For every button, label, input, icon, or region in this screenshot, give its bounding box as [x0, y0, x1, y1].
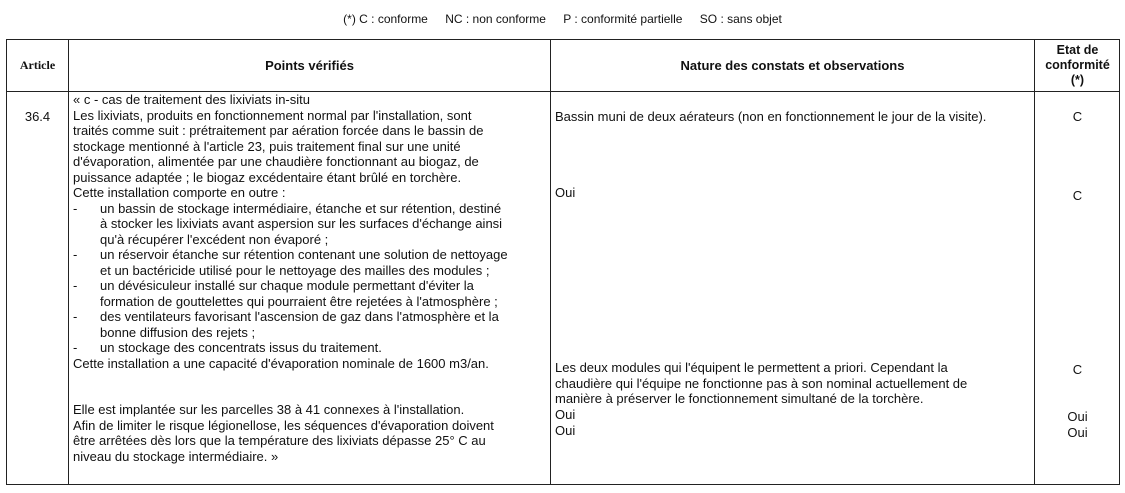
- points-verifies-cell: [73, 92, 508, 464]
- etat-value: Oui: [1067, 409, 1088, 424]
- column-divider: [550, 40, 551, 484]
- text-line: « c - cas de traitement des lixiviats in-situ: [73, 92, 310, 107]
- list-item: - un bassin de stockage intermédiaire, étanche et sur rétention, destiné à stocker les lixiviats avant aspersion sur les surfaces d'échange ainsi qu'à récupérer l'excédent non évaporé ;: [73, 200, 503, 247]
- observation-bassin: Bassin muni de deux aérateurs (non en fonctionnement le jour de la visite).: [555, 109, 987, 124]
- conformity-legend: [0, 12, 1125, 26]
- text-line: Elle est implantée sur les parcelles 38 à 41 connexes à l'installation.: [73, 402, 465, 417]
- legend-item: NC : non conforme: [445, 12, 546, 26]
- legend-item: SO : sans objet: [699, 12, 782, 26]
- column-divider: [68, 40, 69, 484]
- text-line: traités comme suit : prétraitement par aération forcée dans le bassin de: [73, 123, 484, 138]
- text-line: Cette installation comporte en outre :: [73, 185, 286, 200]
- list-item: - un réservoir étanche sur rétention contenant une solution de nettoyage et un bactéricide utilisé pour le nettoyage des mailles des modules ;: [73, 247, 508, 278]
- text-line: Les lixiviats, produits en fonctionnement normal par l'installation, sont: [73, 107, 472, 123]
- legend-item: (*) C : conforme: [343, 12, 428, 26]
- observation-oui: Oui: [555, 185, 576, 200]
- text-line: stockage mentionné à l'article 23, puis traitement final sur une unité: [73, 138, 461, 154]
- observation-modules: Les deux modules qui l'équipent le permettent a priori. Cependant la chaudière qui l'équipe ne fonctionne pas à son nominal actuellement de manière à préserver le fonctionnement simultané de la torchère.: [555, 360, 968, 406]
- legend-item: P : conformité partielle: [563, 12, 683, 26]
- text-line: niveau du stockage intermédiaire. »: [73, 448, 279, 464]
- list-item: - un stockage des concentrats issus du traitement.: [73, 340, 382, 355]
- etat-value: C: [1072, 109, 1083, 124]
- text-line: Cette installation a une capacité d'évaporation nominale de 1600 m3/an.: [73, 355, 489, 371]
- text-line: Afin de limiter le risque légionellose, les séquences d'évaporation doivent: [73, 417, 494, 433]
- inspection-table: [6, 39, 1120, 485]
- text-line: être arrêtées dès lors que la température des lixiviats dépasse 25° C au: [73, 433, 486, 448]
- list-item: - des ventilateurs favorisant l'ascension de gaz dans l'atmosphère et la bonne diffusion des rejets ;: [73, 309, 499, 340]
- etat-value: C: [1072, 362, 1083, 377]
- observation-oui: Oui: [555, 407, 576, 422]
- etat-value: C: [1072, 188, 1083, 203]
- text-line: d'évaporation, alimentée par une chaudière fonctionnant au biogaz, de: [73, 154, 479, 169]
- observation-oui: Oui: [555, 423, 576, 438]
- etat-value: Oui: [1067, 425, 1088, 440]
- header-nature-constats: Nature des constats et observations: [680, 58, 905, 73]
- header-etat-conformite: Etat de conformité (*): [1045, 43, 1110, 87]
- header-article: Article: [19, 58, 56, 72]
- article-number: 36.4: [24, 109, 51, 124]
- table-header: [7, 40, 1119, 92]
- header-points-verifies: Points vérifiés: [265, 58, 354, 73]
- text-line: puissance adaptée ; le biogaz excédentaire étant brûlé en torchère.: [73, 169, 462, 185]
- list-item: - un dévésiculeur installé sur chaque module permettant d'éviter la formation de gouttelettes qui pourraient être rejetées à l'atmosphère ;: [73, 278, 498, 309]
